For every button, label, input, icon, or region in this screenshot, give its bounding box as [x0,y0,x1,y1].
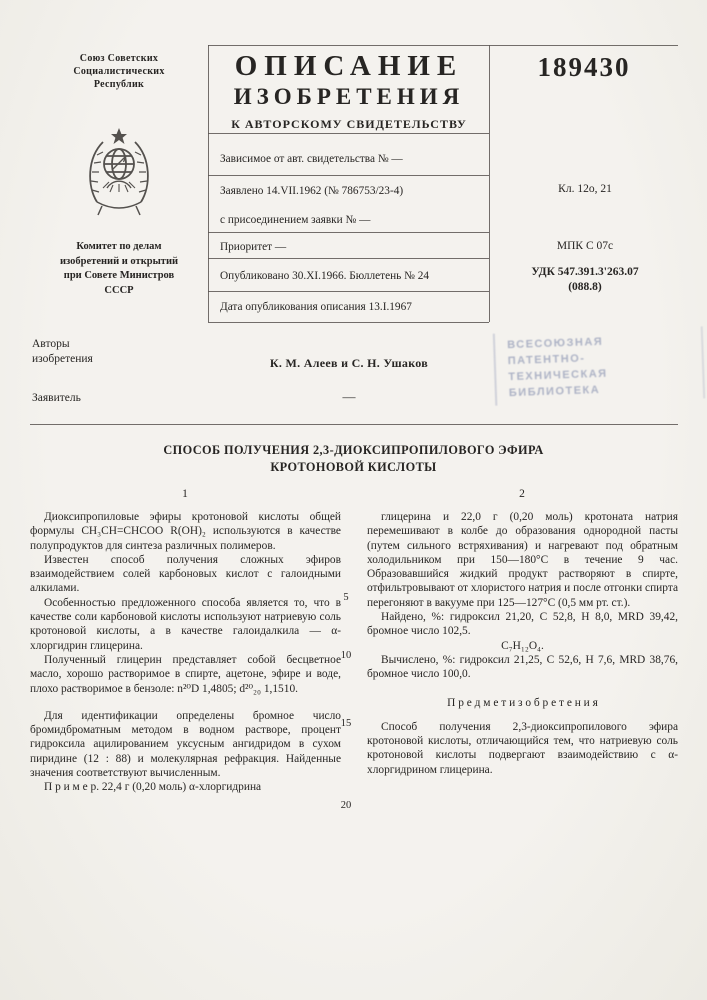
column-1-number: 1 [182,488,188,500]
invention-title-line1: СПОСОБ ПОЛУЧЕНИЯ 2,3-ДИОКСИПРОПИЛОВОГО ЭФИРА [163,443,544,457]
committee-line: Комитет по делам [76,241,162,252]
paragraph: Полученный глицерин представляет собой бесцветное масло, хорошо растворимое в спирте, ацетоне, эфире и воде, плохо растворимое в бензоле: n²⁰D 1,4805; d²⁰₂₀ 1,1510. [30,653,341,695]
chemical-formula: C₇H₁₂O₄. [501,639,544,652]
paragraph: глицерина и 22,0 г (0,20 моль) кротоната натрия перемешивают в колбе до образования однородной пасты (путем сильного встряхивания) и нагревают под обратным холодильником при 150—180°С в течение 9 час. Образовавшийся жидкий продукт растворяют в спирте, отфильтровывают от хлористого натрия и после отгонки спирта перегоняют в вакууме при 125—127°С (0,5 мм рт. ст.). [367,511,678,609]
divider [208,45,678,46]
applicant-label: Заявитель [32,392,81,404]
divider [208,258,489,259]
paragraph: Диоксипропиловые эфиры кротоновой кислоты общей формулы CH₃CH=CHCOO R(OH)₂ используются в качестве полупродуктов для синтеза различных полимеров. [30,511,341,552]
divider [208,133,489,134]
field-priority: Приоритет — [220,241,287,253]
mpk-code: МПК С 07с [556,240,614,252]
paragraph: Вычислено, %: гидроксил 21,25, С 52,6, Н 7,6, MRD 38,76, бромное число 100,0. [367,653,678,681]
stamp-line: БИБЛИОТЕКА [508,383,601,400]
class-code: Кл. 12о, 21 [558,183,612,195]
patent-number: 189430 [537,52,631,82]
divider [208,291,489,292]
committee-line: изобретений и открытий [59,255,179,267]
column-2-number: 2 [519,488,525,500]
authors-label: Авторы изобретения [32,338,93,365]
field-joined-application: с присоединением заявки № — [220,214,371,226]
text-column-1 [30,510,341,795]
doc-title-opisanie: ОПИСАНИЕ [234,50,464,82]
divider [489,45,490,322]
line-number-5: 5 [343,592,349,603]
library-stamp [493,326,705,405]
line-number-15: 15 [340,718,352,729]
paragraph-example: П р и м е р. 22,4 г (0,20 моль) α-хлоргидрина [44,781,262,794]
committee-line: СССР [104,284,134,296]
divider [208,175,489,176]
document-title-block [209,50,489,132]
paragraph: Для идентификации определены бромное число бромидброматным методом в водном растворе, процент гидроксила ацилированием уксусным ангидридом в сухом пиридине (12 : 88) и молекулярная рефракция. Найденные значения соответствуют вычисленным. [30,709,341,780]
stamp-line: ВСЕСОЮЗНАЯ [507,335,604,352]
union-name [30,52,208,91]
stamp-line: ПАТЕНТНО- [507,352,586,368]
divider [30,424,678,425]
paragraph: Особенностью предложенного способа является то, что в качестве соли карбоновой кислоты используют натриевую соль кротоновой кислоты, а в качестве галоидалкила — α-хлоргидрин глицерина. [30,596,341,652]
paragraph: Известен способ получения сложных эфиров взаимодействием солей карбоновых кислот с галоидными алкилами. [30,553,341,595]
paragraph: Найдено, %: гидроксил 21,20, С 52,8, Н 8,0, MRD 39,42, бромное число 102,5. [367,611,678,638]
claim-paragraph: Способ получения 2,3-диоксипропилового эфира кротоновой кислоты, отличающийся тем, что натриевую соль кротоновой кислоты подвергают взаимодействию с α-хлоргидрином глицерина. [367,720,678,776]
ussr-emblem-icon [69,124,169,226]
divider [208,322,489,323]
field-application-date: Заявлено 14.VII.1962 (№ 786753/23-4) [220,185,404,197]
union-line: Республик [93,79,145,90]
divider [208,232,489,233]
committee-line: при Совете Министров [63,270,175,281]
invention-title [0,442,707,476]
stamp-line: ТЕХНИЧЕСКАЯ [508,367,608,384]
udk-code: УДК 547.391.3'263.07 [531,266,639,278]
union-line: Социалистических [73,66,165,77]
union-line: Союз Советских [79,53,159,64]
field-dependent-certificate: Зависимое от авт. свидетельства № — [220,153,403,165]
udk-code-2: (088.8) [568,281,602,293]
doc-title-izobreteniya: ИЗОБРЕТЕНИЯ [233,84,465,109]
subject-heading: П р е д м е т и з о б р е т е н и я [447,696,598,709]
invention-title-line2: КРОТОНОВОЙ КИСЛОТЫ [270,460,437,474]
field-published: Опубликовано 30.XI.1966. Бюллетень № 24 [220,270,430,282]
line-number-20: 20 [340,800,352,811]
text-column-2 [367,510,678,795]
applicant-value: — [342,389,356,404]
line-number-10: 10 [340,650,352,661]
committee-name [30,240,208,298]
doc-subtitle: К АВТОРСКОМУ СВИДЕТЕЛЬСТВУ [231,117,467,131]
field-description-date: Дата опубликования описания 13.I.1967 [220,301,412,313]
authors-names: К. М. Алеев и С. Н. Ушаков [269,356,429,370]
